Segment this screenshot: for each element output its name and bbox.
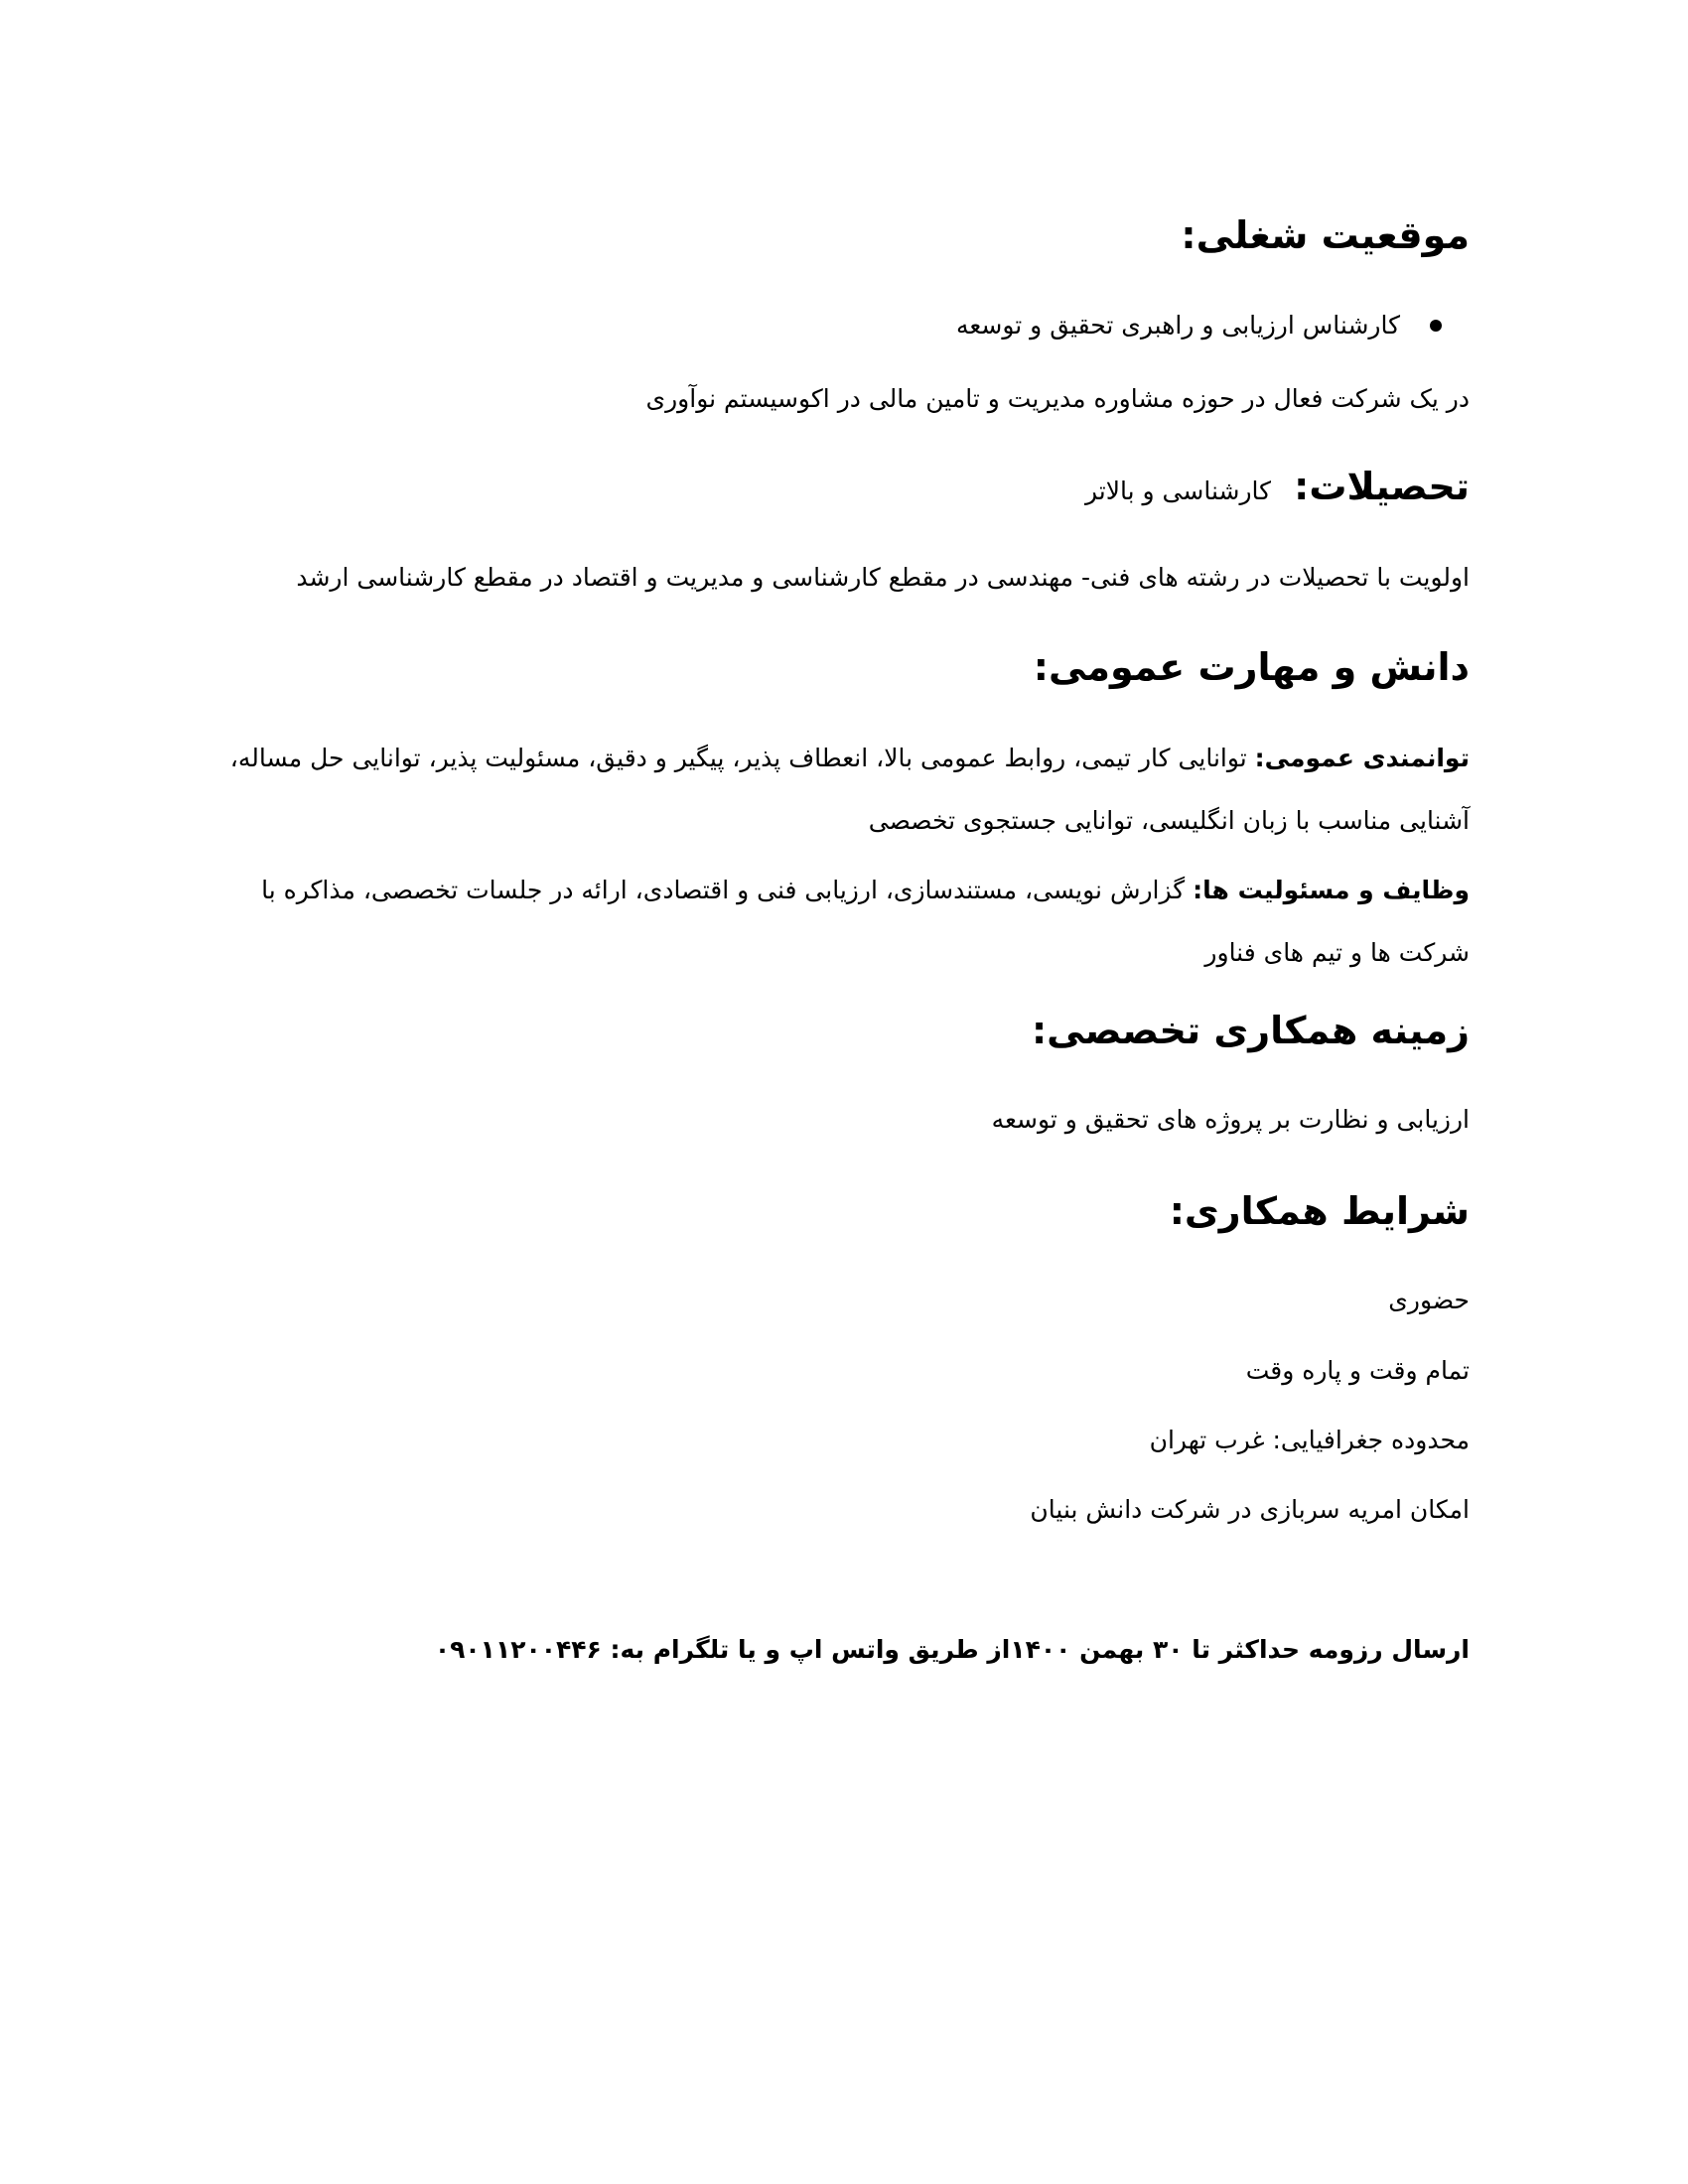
position-bullet-list (199, 308, 1470, 343)
duties-text: گزارش نویسی، مستندسازی، ارزیابی فنی و اقتصادی، ارائه در جلسات تخصصی، مذاکره با شرکت ها و تیم های فناور (261, 876, 1470, 967)
contact-instruction: ارسال رزومه حداکثر تا ۳۰ بهمن ۱۴۰۰از طریق واتس اپ و یا تلگرام به: ۰۹۰۱۱۲۰۰۴۴۶ (434, 1635, 1470, 1664)
condition-item: تمام وقت و پاره وقت (1245, 1356, 1470, 1385)
condition-item: محدوده جغرافیایی: غرب تهران (1149, 1426, 1470, 1454)
list-item (199, 308, 1470, 343)
condition-item: حضوری (1388, 1286, 1470, 1314)
field-text: ارزیابی و نظارت بر پروژه های تحقیق و توسعه (991, 1105, 1470, 1134)
education-value: کارشناسی و بالاتر (1085, 477, 1272, 505)
field-heading: زمینه همکاری تخصصی: (1031, 1009, 1470, 1052)
bullet-icon (1430, 320, 1442, 332)
general-abilities (199, 727, 1470, 852)
conditions-heading: شرایط همکاری: (1169, 1189, 1470, 1233)
education-priority: اولویت با تحصیلات در رشته های فنی- مهندسی در مقطع کارشناسی و مدیریت و اقتصاد در مقطع کارشناسی ارشد (296, 563, 1470, 592)
education-row (199, 465, 1470, 509)
company-description: در یک شرکت فعال در حوزه مشاوره مدیریت و تامین مالی در اکوسیستم نوآوری (645, 384, 1470, 413)
position-bullet-text: کارشناس ارزیابی و راهبری تحقیق و توسعه (955, 311, 1400, 340)
duties-label: وظایف و مسئولیت ها: (1193, 876, 1470, 904)
position-heading: موقعیت شغلی: (1181, 213, 1470, 257)
general-abilities-label: توانمندی عمومی: (1254, 744, 1470, 772)
education-heading: تحصیلات: (1294, 465, 1470, 508)
condition-item: امکان امریه سربازی در شرکت دانش بنیان (1030, 1495, 1470, 1524)
duties (199, 859, 1470, 984)
general-abilities-text: توانایی کار تیمی، روابط عمومی بالا، انعطاف پذیر، پیگیر و دقیق، مسئولیت پذیر، توانایی حل مساله، آشنایی مناسب با زبان انگلیسی، توانایی جستجوی تخصصی (229, 744, 1470, 835)
skills-heading: دانش و مهارت عمومی: (1033, 645, 1470, 689)
